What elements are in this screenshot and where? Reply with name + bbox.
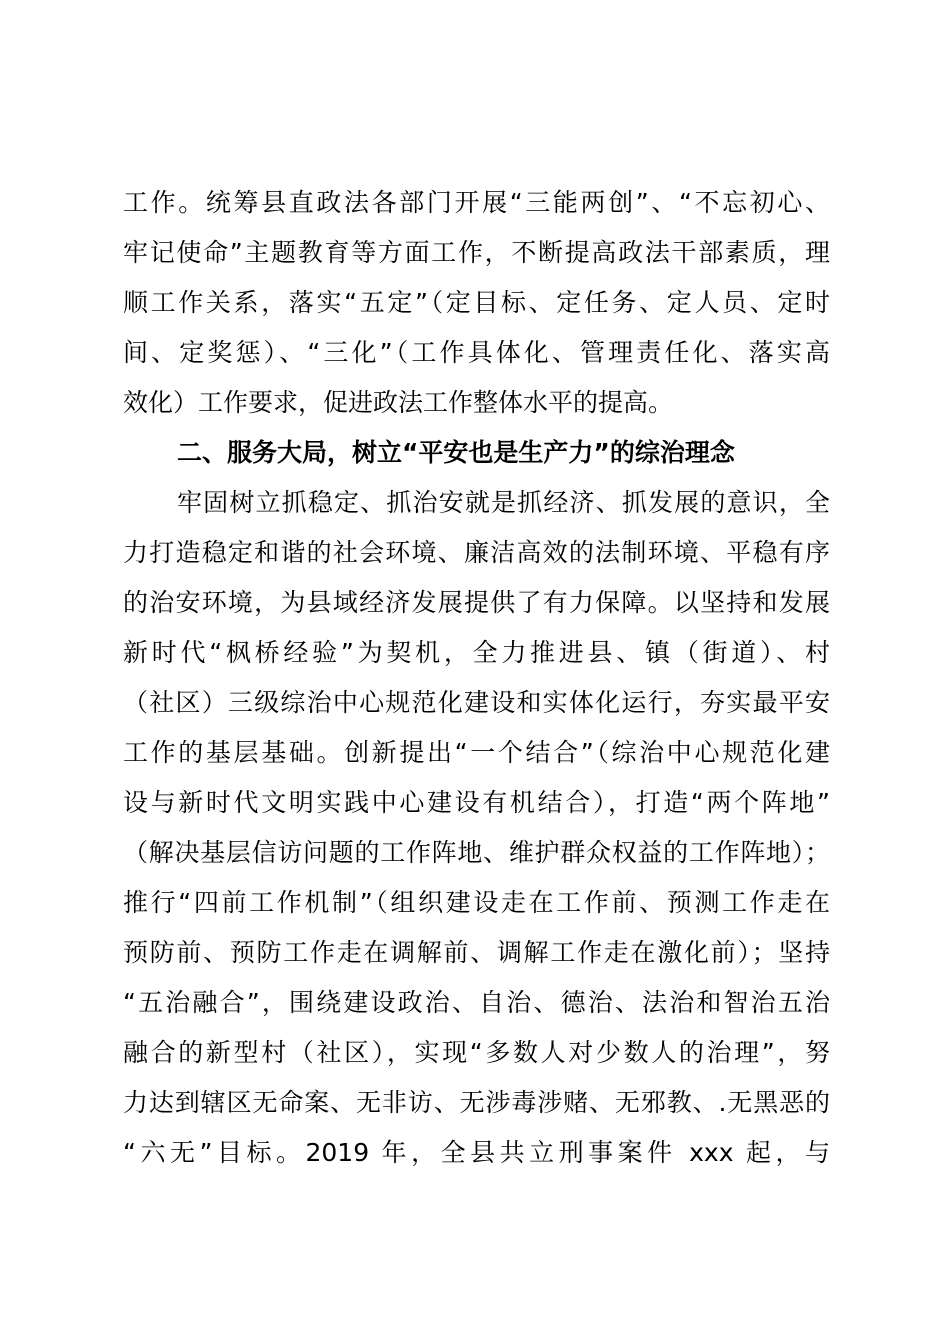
section-heading: 二、服务大局，树立“平安也是生产力”的综治理念 [177,438,735,467]
paragraph-end-line: 效化）工作要求，促进政法工作整体水平的提高。 [123,388,674,417]
paragraph-line: 牢记使命”主题教育等方面工作，不断提高政法干部素质，理 [123,238,830,267]
paragraph-line: 的治安环境，为县域经济发展提供了有力保障。以坚持和发展 [123,588,830,617]
paragraph-line: 推行“四前工作机制”（组织建设走在工作前、预测工作走在 [123,888,830,917]
text-block [123,178,830,1178]
paragraph-line: 预防前、预防工作走在调解前、调解工作走在激化前）；坚持 [123,938,830,967]
paragraph-line: 设与新时代文明实践中心建设有机结合），打造“两个阵地” [123,788,830,817]
paragraph-line: 间、定奖惩）、“三化”（工作具体化、管理责任化、落实高 [123,338,830,367]
paragraph-line: 力打造稳定和谐的社会环境、廉洁高效的法制环境、平稳有序 [123,538,830,567]
paragraph-line: “五治融合”，围绕建设政治、自治、德治、法治和智治五治 [123,988,830,1017]
paragraph-line: 工作的基层基础。创新提出“一个结合”（综治中心规范化建 [123,738,830,767]
paragraph-line: （解决基层信访问题的工作阵地、维护群众权益的工作阵地）； [123,838,830,867]
paragraph-line: （社区）三级综治中心规范化建设和实体化运行，夯实最平安 [123,688,830,717]
paragraph-first-line: 牢固树立抓稳定、抓治安就是抓经济、抓发展的意识，全 [177,488,830,517]
paragraph-line: 融合的新型村（社区），实现“多数人对少数人的治理”，努 [123,1038,830,1067]
paragraph-line: “六无”目标。2019 年，全县共立刑事案件 xxx 起，与 [123,1138,830,1167]
paragraph-line: 新时代“枫桥经验”为契机，全力推进县、镇（街道）、村 [123,638,830,667]
paragraph-line: 力达到辖区无命案、无非访、无涉毒涉赌、无邪教、.无黑恶的 [123,1088,830,1117]
paragraph-line: 工作。统筹县直政法各部门开展“三能两创”、“不忘初心、 [123,188,830,217]
paragraph-line: 顺工作关系，落实“五定”（定目标、定任务、定人员、定时 [123,288,830,317]
